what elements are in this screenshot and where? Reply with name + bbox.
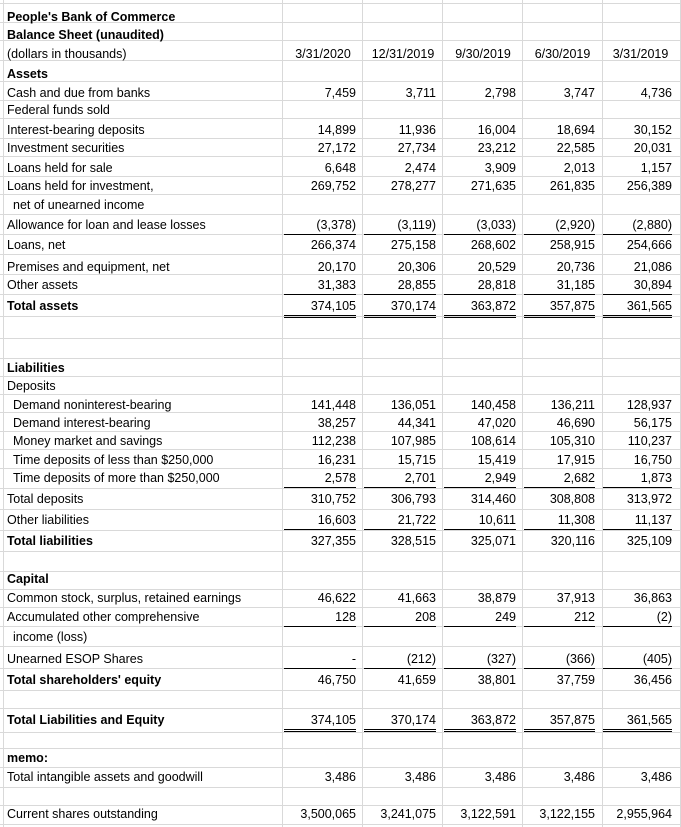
value-cell: 6,648 — [324, 161, 356, 175]
value-cell: 16,603 — [284, 511, 356, 530]
row-label: Common stock, surplus, retained earnings — [7, 591, 242, 605]
value-cell: 15,419 — [477, 453, 516, 467]
value-cell: 136,051 — [390, 398, 436, 412]
row-label: Demand noninterest-bearing — [13, 398, 172, 412]
value-cell: 41,663 — [397, 591, 436, 605]
value-cell: 15,715 — [397, 453, 436, 467]
value-cell: 44,341 — [397, 416, 436, 430]
value-cell: (3,378) — [284, 216, 356, 235]
value-cell: 370,174 — [364, 711, 436, 732]
value-cell: 2,013 — [563, 161, 595, 175]
row-label: Investment securities — [7, 141, 125, 155]
value-cell: 14,899 — [317, 123, 356, 137]
value-cell: 320,116 — [550, 534, 595, 548]
row-label: Demand interest-bearing — [13, 416, 151, 430]
row-label: Time deposits of more than $250,000 — [13, 471, 220, 485]
value-cell: 269,752 — [310, 179, 356, 193]
value-cell: 208 — [364, 608, 436, 627]
value-cell: 21,722 — [364, 511, 436, 530]
value-cell: 38,879 — [477, 591, 516, 605]
value-cell: 325,071 — [470, 534, 516, 548]
row-label: Total Liabilities and Equity — [7, 713, 165, 727]
row-label: Allowance for loan and lease losses — [7, 218, 206, 232]
row-label: Interest-bearing deposits — [7, 123, 145, 137]
value-cell: 271,635 — [470, 179, 516, 193]
value-cell: 2,955,964 — [616, 807, 672, 821]
grid-column-line — [522, 0, 523, 827]
value-cell: (2) — [603, 608, 672, 627]
grid-row-line — [0, 214, 681, 215]
value-cell: 140,458 — [470, 398, 516, 412]
value-cell: 374,105 — [284, 297, 356, 318]
value-cell: 46,750 — [317, 673, 356, 687]
row-label: Total shareholders' equity — [7, 673, 162, 687]
value-cell: 20,529 — [477, 260, 516, 274]
value-cell: (327) — [444, 650, 516, 669]
value-cell: 20,306 — [397, 260, 436, 274]
value-cell: 16,004 — [477, 123, 516, 137]
value-cell: 37,759 — [556, 673, 595, 687]
grid-row-line — [0, 338, 681, 339]
row-label: Liabilities — [7, 361, 65, 375]
row-label: Time deposits of less than $250,000 — [13, 453, 214, 467]
value-cell: 314,460 — [470, 492, 516, 506]
value-cell: 261,835 — [549, 179, 595, 193]
value-cell: 2,578 — [284, 469, 356, 488]
grid-row-line — [0, 488, 681, 489]
value-cell: 38,257 — [317, 416, 356, 430]
row-label: Other liabilities — [7, 513, 89, 527]
row-label: Total assets — [7, 299, 79, 313]
period-header: 3/31/2019 — [612, 47, 669, 61]
row-label: Loans held for investment, — [7, 179, 154, 193]
value-cell: (3,033) — [444, 216, 516, 235]
value-cell: 3,122,155 — [539, 807, 595, 821]
value-cell: (2,920) — [524, 216, 595, 235]
value-cell: 254,666 — [626, 238, 672, 252]
value-cell: 46,622 — [317, 591, 356, 605]
value-cell: 268,602 — [470, 238, 516, 252]
row-label: Current shares outstanding — [7, 807, 158, 821]
value-cell: 107,985 — [390, 434, 436, 448]
value-cell: 30,152 — [633, 123, 672, 137]
value-cell: 128 — [284, 608, 356, 627]
value-cell: 23,212 — [477, 141, 516, 155]
value-cell: 3,122,591 — [460, 807, 516, 821]
value-cell: 327,355 — [310, 534, 356, 548]
value-cell: 3,711 — [405, 86, 436, 100]
row-label: Other assets — [7, 278, 78, 292]
value-cell: 38,801 — [477, 673, 516, 687]
grid-row-line — [0, 376, 681, 377]
value-cell: 3,747 — [563, 86, 595, 100]
value-cell: 310,752 — [310, 492, 356, 506]
value-cell: 313,972 — [626, 492, 672, 506]
value-cell: 46,690 — [556, 416, 595, 430]
grid-row-line — [0, 646, 681, 647]
value-cell: 21,086 — [633, 260, 672, 274]
row-label: Total liabilities — [7, 534, 93, 548]
value-cell: 22,585 — [556, 141, 595, 155]
value-cell: 7,459 — [324, 86, 356, 100]
grid-row-line — [0, 530, 681, 531]
row-label: Loans held for sale — [7, 161, 113, 175]
grid-row-line — [0, 81, 681, 82]
value-cell: 3,486 — [484, 770, 516, 784]
value-cell: (366) — [524, 650, 595, 669]
period-header: 12/31/2019 — [371, 47, 435, 61]
value-cell: 11,936 — [398, 123, 436, 137]
value-cell: 361,565 — [603, 297, 672, 318]
value-cell: 20,736 — [556, 260, 595, 274]
row-label: Cash and due from banks — [7, 86, 151, 100]
row-label: Unearned ESOP Shares — [7, 652, 143, 666]
value-cell: 328,515 — [390, 534, 436, 548]
period-header: 3/31/2020 — [295, 47, 351, 61]
grid-row-line — [0, 358, 681, 359]
value-cell: 3,486 — [404, 770, 436, 784]
value-cell: 31,185 — [524, 276, 595, 295]
value-cell: 16,750 — [633, 453, 672, 467]
value-cell: 10,611 — [444, 511, 516, 530]
value-cell: 136,211 — [550, 398, 595, 412]
row-label: Deposits — [7, 379, 56, 393]
grid-row-line — [0, 787, 681, 788]
value-cell: 275,158 — [390, 238, 436, 252]
value-cell: 1,157 — [640, 161, 672, 175]
value-cell: 28,818 — [444, 276, 516, 295]
value-cell: 36,863 — [633, 591, 672, 605]
grid-column-line — [3, 0, 4, 827]
row-label: Money market and savings — [13, 434, 163, 448]
grid-column-line — [362, 0, 363, 827]
period-header: 9/30/2019 — [455, 47, 511, 61]
value-cell: 27,734 — [397, 141, 436, 155]
row-label: Total intangible assets and goodwill — [7, 770, 203, 784]
grid-row-line — [0, 824, 681, 825]
value-cell: 325,109 — [626, 534, 672, 548]
row-label: net of unearned income — [13, 198, 145, 212]
value-cell: 31,383 — [284, 276, 356, 295]
value-cell: 357,875 — [524, 711, 595, 732]
value-cell: 37,913 — [556, 591, 595, 605]
value-cell: 3,486 — [324, 770, 356, 784]
row-label: Total deposits — [7, 492, 84, 506]
value-cell: 18,694 — [556, 123, 595, 137]
value-cell: 20,031 — [633, 141, 672, 155]
value-cell: 249 — [444, 608, 516, 627]
value-cell: - — [284, 650, 356, 669]
value-cell: 258,915 — [549, 238, 595, 252]
grid-row-line — [0, 3, 681, 4]
value-cell: 28,855 — [364, 276, 436, 295]
grid-row-line — [0, 509, 681, 510]
row-label: Federal funds sold — [7, 103, 110, 117]
value-cell: 3,909 — [484, 161, 516, 175]
value-cell: 56,175 — [633, 416, 672, 430]
value-cell: 370,174 — [364, 297, 436, 318]
value-cell: 2,701 — [364, 469, 436, 488]
value-cell: 16,231 — [317, 453, 356, 467]
grid-row-line — [0, 394, 681, 395]
value-cell: 110,237 — [627, 434, 672, 448]
value-cell: 108,614 — [470, 434, 516, 448]
row-label: Loans, net — [7, 238, 66, 252]
value-cell: 3,486 — [640, 770, 672, 784]
grid-row-line — [0, 732, 681, 733]
grid-row-line — [0, 748, 681, 749]
value-cell: (212) — [364, 650, 436, 669]
grid-row-line — [0, 551, 681, 552]
value-cell: 357,875 — [524, 297, 595, 318]
value-cell: 306,793 — [390, 492, 436, 506]
value-cell: 266,374 — [310, 238, 356, 252]
row-label: Assets — [7, 67, 48, 81]
value-cell: 308,808 — [549, 492, 595, 506]
value-cell: 128,937 — [626, 398, 672, 412]
value-cell: 41,659 — [397, 673, 436, 687]
row-label: income (loss) — [13, 630, 88, 644]
value-cell: 3,486 — [563, 770, 595, 784]
row-label: Premises and equipment, net — [7, 260, 170, 274]
value-cell: 112,238 — [311, 434, 356, 448]
value-cell: (3,119) — [364, 216, 436, 235]
value-cell: 278,277 — [390, 179, 436, 193]
row-label: Accumulated other comprehensive — [7, 610, 200, 624]
value-cell: 20,170 — [317, 260, 356, 274]
grid-row-line — [0, 571, 681, 572]
value-cell: 3,241,075 — [380, 807, 436, 821]
value-cell: 2,798 — [484, 86, 516, 100]
value-cell: 11,137 — [603, 511, 672, 530]
grid-row-line — [0, 690, 681, 691]
value-cell: 27,172 — [317, 141, 356, 155]
grid-row-line — [0, 708, 681, 709]
grid-row-line — [0, 254, 681, 255]
value-cell: 363,872 — [444, 711, 516, 732]
value-cell: 2,949 — [444, 469, 516, 488]
value-cell: 11,308 — [524, 511, 595, 530]
grid-column-line — [282, 0, 283, 827]
value-cell: 256,389 — [626, 179, 672, 193]
value-cell: 141,448 — [310, 398, 356, 412]
value-cell: 1,873 — [603, 469, 672, 488]
value-cell: 212 — [524, 608, 595, 627]
bank-name: People's Bank of Commerce — [7, 10, 176, 24]
value-cell: 363,872 — [444, 297, 516, 318]
row-label: Capital — [7, 572, 49, 586]
value-cell: 4,736 — [640, 86, 672, 100]
value-cell: 361,565 — [603, 711, 672, 732]
row-label: memo: — [7, 751, 48, 765]
value-cell: 17,915 — [556, 453, 595, 467]
statement-title: Balance Sheet (unaudited) — [7, 28, 164, 42]
value-cell: (2,880) — [603, 216, 672, 235]
value-cell: (405) — [603, 650, 672, 669]
value-cell: 105,310 — [549, 434, 595, 448]
value-cell: 36,456 — [633, 673, 672, 687]
period-header: 6/30/2019 — [534, 47, 591, 61]
grid-column-line — [442, 0, 443, 827]
value-cell: 3,500,065 — [300, 807, 356, 821]
value-cell: 47,020 — [477, 416, 516, 430]
value-cell: 374,105 — [284, 711, 356, 732]
value-cell: 2,474 — [404, 161, 436, 175]
value-cell: 30,894 — [603, 276, 672, 295]
value-cell: 2,682 — [524, 469, 595, 488]
units-note: (dollars in thousands) — [7, 47, 127, 61]
